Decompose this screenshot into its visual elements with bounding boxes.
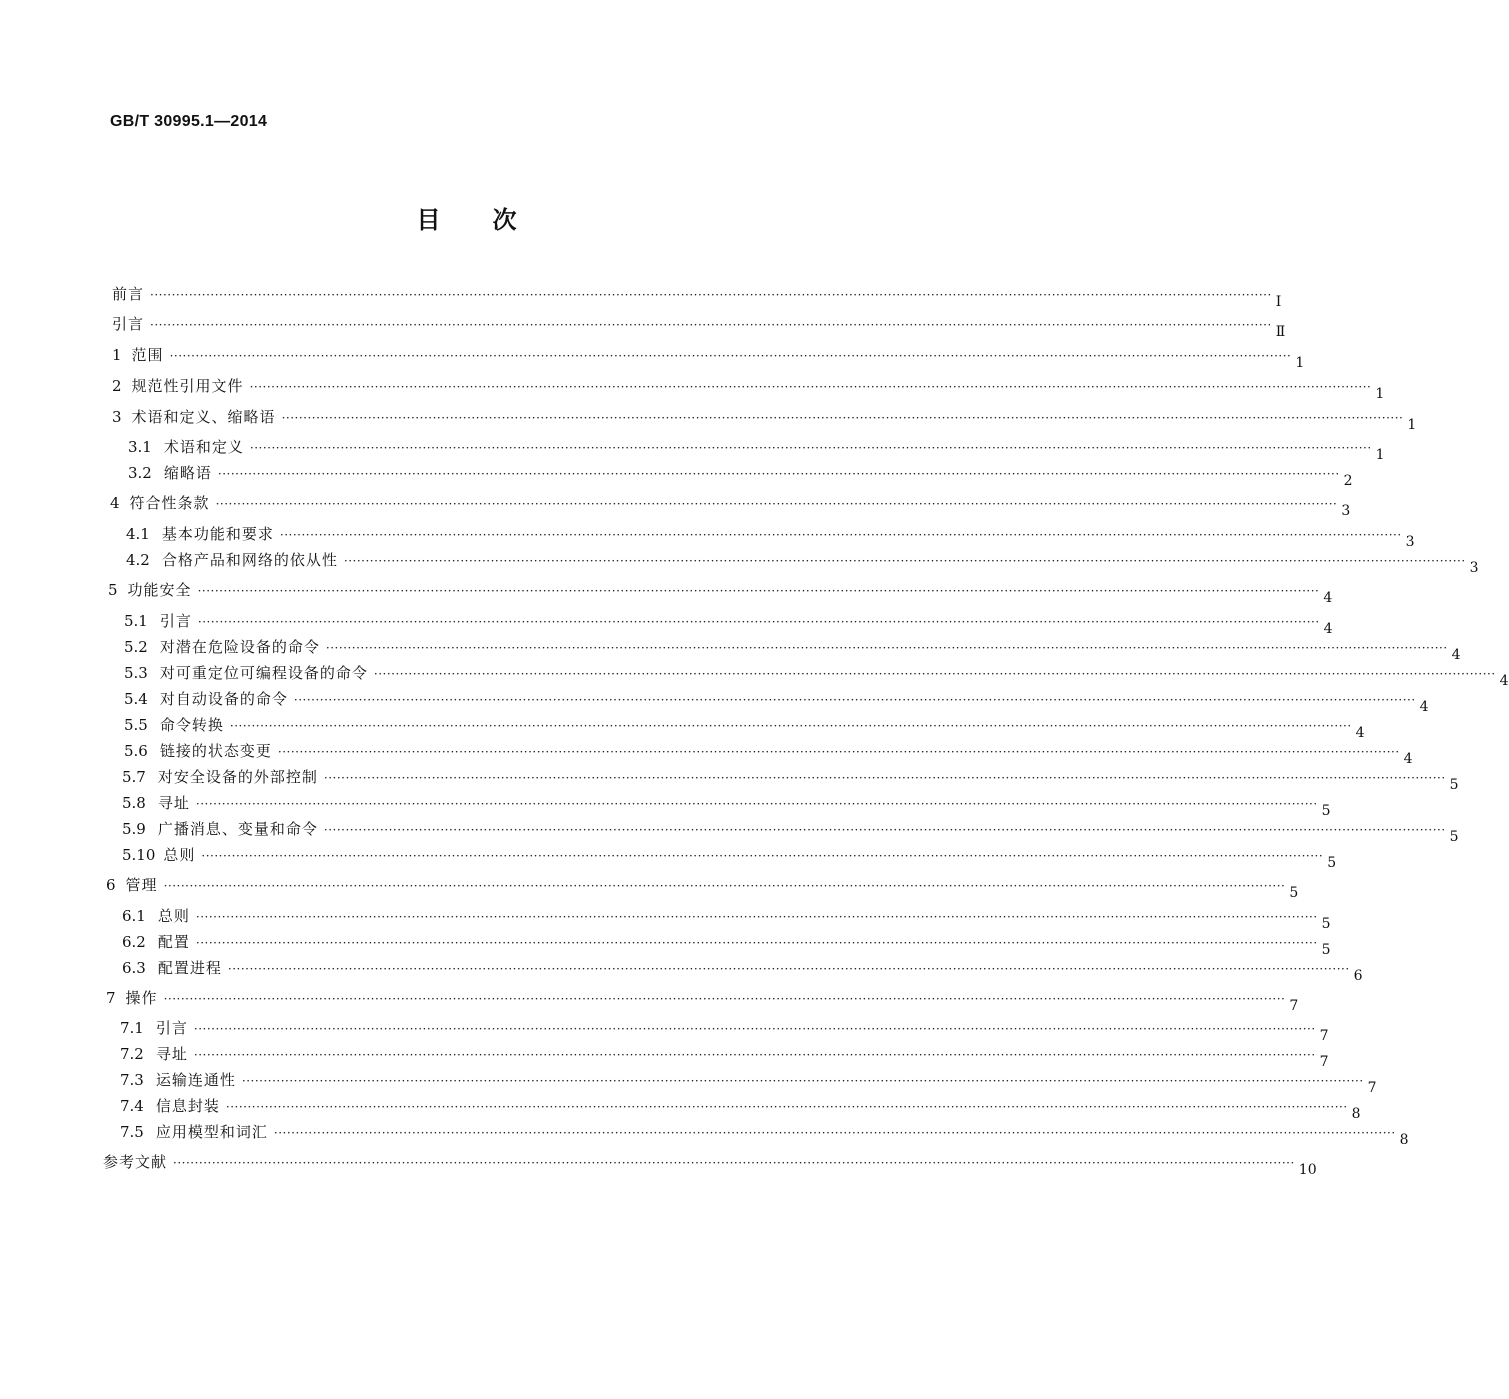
toc-entry-page: 5 <box>1321 916 1331 932</box>
toc-leader-dots: ···································································································································································································································································· <box>323 823 1446 837</box>
toc-leader-dots: ···································································································································································································································································· <box>163 992 1286 1006</box>
toc-entry-number: 4 <box>110 494 120 512</box>
toc-leader-dots: ···································································································································································································································································· <box>277 745 1400 759</box>
toc-entry-number: 7.2 <box>120 1045 144 1063</box>
toc-entry-label: 配置进程 <box>157 959 222 977</box>
toc-leader-dots: ···································································································································································································································································· <box>225 1100 1348 1114</box>
toc-entry-number: 3.2 <box>128 464 152 482</box>
toc-entry <box>126 523 1415 550</box>
toc-entry <box>120 1121 1409 1148</box>
toc-entry-label: 引言 <box>159 612 192 630</box>
toc-leader-dots: ···································································································································································································································································· <box>195 936 1318 950</box>
toc-entry <box>112 375 1385 402</box>
toc-entry-page: 4 <box>1451 647 1461 663</box>
toc-entry-page: 3 <box>1469 560 1479 576</box>
toc-entry-label: 参考文献 <box>103 1153 168 1171</box>
toc-entry-page: 5 <box>1321 942 1331 958</box>
toc-leader-dots: ···································································································································································································································································· <box>193 1048 1316 1062</box>
toc-leader-dots: ···································································································································································································································································· <box>249 380 1372 394</box>
toc-entry-label: 命令转换 <box>159 716 224 734</box>
toc-entry <box>124 610 1333 637</box>
toc-entry-page: 1 <box>1375 447 1385 463</box>
toc-entry-label: 合格产品和网络的依从性 <box>161 551 338 569</box>
toc-entry-number: 6.3 <box>122 959 146 977</box>
toc-entry-label: 引言 <box>112 315 145 333</box>
toc-entry-label: 链接的状态变更 <box>159 742 272 760</box>
toc-entry-number: 5.7 <box>122 768 146 786</box>
toc-entry-number: 6.2 <box>122 933 146 951</box>
toc-entry-page: 7 <box>1367 1080 1377 1096</box>
toc-entry-label: 信息封装 <box>155 1097 220 1115</box>
toc-entry-page: 5 <box>1449 829 1459 845</box>
toc-leader-dots: ···································································································································································································································································· <box>227 962 1350 976</box>
toc-entry-number: 7.1 <box>120 1019 144 1037</box>
toc-leader-dots: ···································································································································································································································································· <box>325 641 1448 655</box>
toc-entry-number: 6 <box>106 876 116 894</box>
toc-entry-page: 2 <box>1343 473 1353 489</box>
toc-entry-page: Ⅰ <box>1275 294 1282 310</box>
toc-entry-label: 符合性条款 <box>129 494 210 512</box>
toc-entry-page: 4 <box>1323 621 1333 637</box>
toc-entry-page: 1 <box>1295 355 1305 371</box>
toc-entry-label: 寻址 <box>157 794 190 812</box>
toc-entry-number: 5.9 <box>122 820 146 838</box>
toc-leader-dots: ···································································································································································································································································· <box>229 719 1352 733</box>
toc-entry-page: 7 <box>1289 998 1299 1014</box>
toc-entry <box>110 492 1351 519</box>
toc-entry-page: 1 <box>1375 386 1385 402</box>
toc-entry-number: 4.2 <box>126 551 150 569</box>
toc-entry-label: 寻址 <box>155 1045 188 1063</box>
toc-entry-label: 应用模型和词汇 <box>155 1123 268 1141</box>
toc-leader-dots: ···································································································································································································································································· <box>273 1126 1396 1140</box>
toc-entry-label: 术语和定义、缩略语 <box>131 408 276 426</box>
toc-entry-label: 操作 <box>125 989 158 1007</box>
toc-entry <box>124 740 1413 767</box>
toc-leader-dots: ···································································································································································································································································· <box>150 288 1272 302</box>
toc-entry-label: 对可重定位可编程设备的命令 <box>159 664 368 682</box>
toc-entry-label: 管理 <box>125 876 158 894</box>
toc-leader-dots: ···································································································································································································································································· <box>195 910 1318 924</box>
toc-entry <box>120 1069 1377 1096</box>
toc-entry-label: 缩略语 <box>163 464 212 482</box>
toc-entry-number: 1 <box>112 346 122 364</box>
toc-entry <box>106 987 1299 1014</box>
toc-entry-page: 3 <box>1405 534 1415 550</box>
toc-entry <box>120 1095 1361 1122</box>
toc-entry-page: 4 <box>1355 725 1365 741</box>
toc-entry-number: 5.8 <box>122 794 146 812</box>
toc-entry-label: 引言 <box>155 1019 188 1037</box>
toc-entry <box>124 662 1509 689</box>
toc-entry-page: 3 <box>1341 503 1351 519</box>
toc-entry <box>124 714 1365 741</box>
toc-leader-dots: ···································································································································································································································································· <box>163 879 1286 893</box>
toc-entry-number: 4.1 <box>126 525 150 543</box>
toc-entry <box>122 957 1363 984</box>
toc-entry <box>112 344 1305 371</box>
toc-entry <box>108 579 1333 606</box>
toc-leader-dots: ···································································································································································································································································· <box>249 441 1372 455</box>
toc-leader-dots: ···································································································································································································································································· <box>193 1022 1316 1036</box>
toc-entry-page: 5 <box>1321 803 1331 819</box>
toc-leader-dots: ···································································································································································································································································· <box>201 849 1324 863</box>
toc-entry-label: 术语和定义 <box>163 438 244 456</box>
toc-entry-label: 对自动设备的命令 <box>159 690 288 708</box>
toc-entry-label: 总则 <box>157 907 190 925</box>
toc-entry-label: 基本功能和要求 <box>161 525 274 543</box>
toc-entry <box>122 905 1331 932</box>
toc-entry-label: 规范性引用文件 <box>131 377 244 395</box>
toc-leader-dots: ···································································································································································································································································· <box>373 667 1496 681</box>
toc-entry-label: 配置 <box>157 933 190 951</box>
toc-entry-number: 5.10 <box>122 846 156 864</box>
toc-entry-page: 1 <box>1407 417 1417 433</box>
toc-entry <box>122 792 1331 819</box>
toc-entry <box>124 636 1461 663</box>
toc-leader-dots: ···································································································································································································································································· <box>281 411 1404 425</box>
toc-entry-page: 7 <box>1319 1028 1329 1044</box>
toc-entry <box>120 1043 1329 1070</box>
toc-entry-number: 7.5 <box>120 1123 144 1141</box>
toc-entry-number: 2 <box>112 377 122 395</box>
toc-entry-page: 8 <box>1351 1106 1361 1122</box>
toc-entry-label: 广播消息、变量和命令 <box>157 820 318 838</box>
toc-leader-dots: ···································································································································································································································································· <box>293 693 1416 707</box>
toc-entry-label: 总则 <box>163 846 196 864</box>
toc-entry-label: 对潜在危险设备的命令 <box>159 638 320 656</box>
toc-leader-dots: ···································································································································································································································································· <box>169 349 1292 363</box>
toc-entry <box>106 874 1299 901</box>
toc-entry <box>122 844 1337 871</box>
toc-leader-dots: ···································································································································································································································································· <box>197 584 1320 598</box>
toc-entry-label: 功能安全 <box>127 581 192 599</box>
toc-entry <box>122 818 1459 845</box>
toc-entry-page: 4 <box>1499 673 1509 689</box>
toc-leader-dots: ···································································································································································································································································· <box>279 528 1402 542</box>
toc-entry <box>122 766 1459 793</box>
toc-entry <box>103 1151 1317 1178</box>
toc-entry-number: 3.1 <box>128 438 152 456</box>
toc-leader-dots: ···································································································································································································································································· <box>215 497 1338 511</box>
toc-leader-dots: ···································································································································································································································································· <box>217 467 1340 481</box>
toc-entry-number: 7.3 <box>120 1071 144 1089</box>
toc-leader-dots: ···································································································································································································································································· <box>195 797 1318 811</box>
toc-entry-number: 5 <box>108 581 118 599</box>
standard-id: GB/T 30995.1—2014 <box>110 113 268 130</box>
toc-leader-dots: ···································································································································································································································································· <box>323 771 1446 785</box>
toc-entry <box>126 549 1479 576</box>
toc-entry-label: 对安全设备的外部控制 <box>157 768 318 786</box>
toc-entry-number: 7 <box>106 989 116 1007</box>
toc-leader-dots: ···································································································································································································································································· <box>343 554 1466 568</box>
toc-entry-page: 10 <box>1298 1162 1317 1178</box>
toc-leader-dots: ···································································································································································································································································· <box>197 615 1320 629</box>
toc-entry-page: 4 <box>1419 699 1429 715</box>
toc-entry-page: 4 <box>1323 590 1333 606</box>
toc-entry-page: 4 <box>1403 751 1413 767</box>
toc-entry-number: 5.5 <box>124 716 148 734</box>
toc-leader-dots: ···································································································································································································································································· <box>173 1156 1295 1170</box>
toc-entry-page: Ⅱ <box>1275 324 1286 340</box>
toc-leader-dots: ···································································································································································································································································· <box>241 1074 1364 1088</box>
toc-entry-page: 5 <box>1449 777 1459 793</box>
toc-entry-page: 5 <box>1289 885 1299 901</box>
page-title: 目次 <box>416 205 569 234</box>
toc-leader-dots: ···································································································································································································································································· <box>150 318 1272 332</box>
toc-entry-page: 6 <box>1353 968 1363 984</box>
toc-entry <box>124 688 1429 715</box>
toc-entry <box>122 931 1331 958</box>
toc-entry-label: 运输连通性 <box>155 1071 236 1089</box>
toc-entry <box>120 1017 1329 1044</box>
toc-entry-label: 前言 <box>112 285 145 303</box>
toc-entry-page: 5 <box>1327 855 1337 871</box>
toc-entry-number: 5.3 <box>124 664 148 682</box>
toc-entry <box>128 462 1353 489</box>
toc-entry-page: 8 <box>1399 1132 1409 1148</box>
toc-entry-number: 5.4 <box>124 690 148 708</box>
toc-entry <box>112 313 1286 340</box>
toc-entry <box>128 436 1385 463</box>
toc-entry-number: 5.6 <box>124 742 148 760</box>
toc-entry <box>112 406 1417 433</box>
toc-entry-number: 7.4 <box>120 1097 144 1115</box>
toc-entry-number: 6.1 <box>122 907 146 925</box>
toc-entry-page: 7 <box>1319 1054 1329 1070</box>
toc-entry <box>112 283 1282 310</box>
toc-entry-number: 5.1 <box>124 612 148 630</box>
toc-entry-label: 范围 <box>131 346 164 364</box>
toc-entry-number: 5.2 <box>124 638 148 656</box>
toc-entry-number: 3 <box>112 408 122 426</box>
